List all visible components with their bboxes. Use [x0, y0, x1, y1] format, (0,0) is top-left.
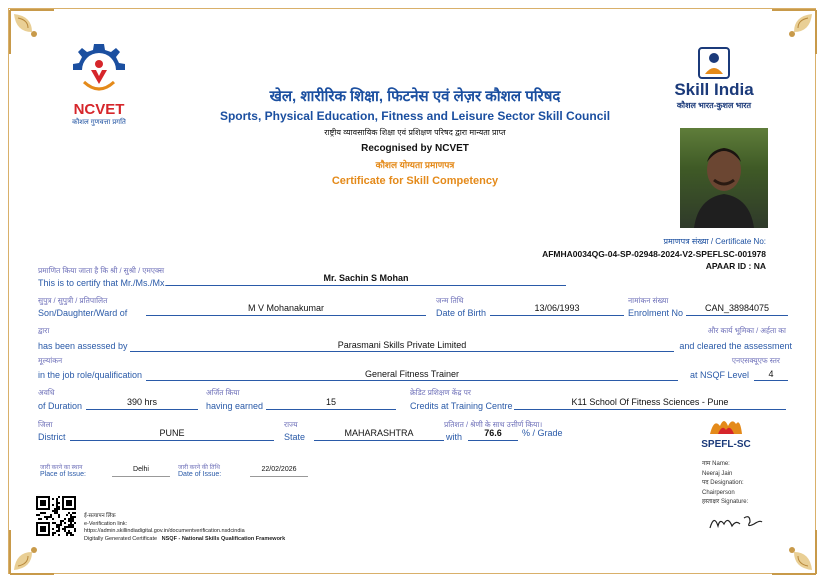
grade-value: 76.6 [484, 428, 502, 438]
assessed-hindi: द्वारा [38, 326, 50, 335]
ward-hindi: सुपुत्र / सुपुत्री / प्रतिपालित [38, 296, 108, 305]
enrolment-underline [686, 315, 788, 316]
ncvet-text: NCVET [73, 101, 125, 118]
dob-english: Date of Birth [436, 308, 487, 318]
nsqf-hindi: एनएसक्यूएफ स्तर [731, 356, 780, 365]
signatory-desig-value: Chairperson [702, 489, 735, 496]
verify-hindi: ई-सत्यापन लिंक [84, 513, 116, 519]
recognition-hindi: राष्ट्रीय व्यावसायिक शिक्षा एवं प्रशिक्षण परिषद द्वारा मान्यता प्राप्त [324, 128, 506, 137]
spefl-logo [700, 414, 752, 450]
enrolment-value: CAN_38984075 [704, 303, 770, 313]
state-underline [314, 440, 444, 441]
qr-code[interactable] [36, 496, 76, 536]
date-underline [250, 476, 308, 477]
district-underline [70, 440, 274, 441]
skill-india-logo [664, 46, 764, 126]
nsqf-value: 4 [768, 369, 774, 379]
duration-english: of Duration [38, 401, 83, 411]
recognised-by: Recognised by NCVET [361, 143, 469, 154]
digital-cert: Digitally Generated Certificate [84, 535, 158, 542]
dob-value: 13/06/1993 [534, 303, 580, 313]
cleared-english: and cleared the assessment [679, 341, 792, 351]
dob-hindi: जन्म तिथि [436, 296, 464, 305]
header [200, 86, 630, 187]
role-hindi: मूल्यांकन [38, 356, 63, 365]
date-issue-hindi: जारी करने की तिथि [178, 465, 220, 471]
footer-line [84, 536, 285, 544]
with-english: with [446, 432, 463, 442]
duration-hindi: अवधि [38, 388, 55, 397]
state-hindi: राज्य [284, 420, 298, 429]
qr-code-icon [36, 496, 76, 536]
ward-underline [146, 315, 426, 316]
name-hindi: नाम [702, 461, 711, 467]
signatory-sign-row [702, 498, 792, 508]
state-value: MAHARASHTRA [344, 428, 414, 438]
name-english: Name: [712, 461, 730, 467]
verification-block [84, 513, 285, 543]
date-issue-value: 22/02/2026 [261, 466, 297, 473]
certificate-type-english: Certificate for Skill Competency [331, 175, 499, 187]
ward-english: Son/Daughter/Ward of [38, 308, 128, 318]
council-title-english: Sports, Physical Education, Fitness and Leisure Sector Skill Council [219, 109, 611, 123]
council-title-hindi: खेल, शारीरिक शिक्षा, फिटनेस एवं लेज़र कौशल परिषद [269, 88, 561, 105]
place-underline [112, 476, 170, 477]
apaar-id: APAAR ID : NA [705, 261, 766, 271]
verify-url[interactable]: https://admin.skillindiadigital.gov.in/documentverification.nsdcindia [84, 528, 245, 534]
place-issue-hindi: जारी करने का स्थान [40, 465, 83, 471]
corner-ornament-bottom-right [770, 528, 818, 576]
enrolment-hindi: नामांकन संख्या [628, 296, 669, 305]
person-photo-icon [680, 128, 768, 228]
signatory-block [702, 460, 792, 508]
signature-icon [706, 510, 766, 534]
role-english: in the job role/qualification [38, 370, 143, 380]
corner-ornament-top-left [8, 8, 56, 56]
name-underline [166, 285, 566, 286]
sign-english: Signature: [720, 499, 749, 505]
signatory-desig-row [702, 479, 792, 489]
nsqf-underline [754, 380, 788, 381]
spefl-text: SPEFL-SC [701, 439, 751, 450]
district-value: PUNE [159, 428, 185, 438]
certificate-type-hindi: कौशल योग्यता प्रमाणपत्र [375, 160, 455, 170]
skill-india-tagline: कौशल भारत-कुशल भारत [676, 101, 752, 110]
nsqf-english: at NSQF Level [690, 370, 750, 380]
verify-english: e-Verification link: [84, 520, 128, 527]
dob-underline [490, 315, 624, 316]
certificate-number-block [542, 236, 766, 271]
date-issue-english: Date of Issue: [178, 471, 222, 478]
enrolment-english: Enrolment No [628, 308, 684, 318]
district-hindi: जिला [38, 420, 53, 429]
certificate-number-label: प्रमाणपत्र संख्या / Certificate No: [663, 237, 766, 246]
signatory-name-row [702, 460, 792, 470]
grade-hindi: प्रतिशत / श्रेणी के साथ उत्तीर्ण किया। [444, 420, 543, 429]
duration-underline [86, 409, 198, 410]
nsqf-text: NSQF - National Skills Qualification Framework [161, 535, 286, 542]
earned-underline [266, 409, 396, 410]
corner-ornament-top-right [770, 8, 818, 56]
signatory-name-value: Neeraj Jain [702, 470, 733, 477]
ncvet-gear-icon [58, 40, 140, 100]
role-underline [146, 380, 678, 381]
sign-hindi: हस्ताक्षर [702, 499, 720, 505]
assessor-underline [130, 351, 674, 352]
candidate-photo [680, 128, 768, 228]
credits-english: Credits at Training Centre [410, 401, 513, 411]
earned-english: having earned [206, 401, 264, 411]
ward-value: M V Mohanakumar [247, 303, 325, 313]
training-centre-value: K11 School Of Fitness Sciences - Pune [571, 397, 729, 407]
candidate-name: Mr. Sachin S Mohan [323, 273, 409, 283]
state-english: State [284, 432, 306, 442]
ncvet-tagline: कौशल गुणवत्ता प्रगति [72, 119, 126, 126]
ncvet-logo [58, 40, 140, 126]
skill-india-text: Skill India [674, 80, 754, 99]
skill-india-emblem-icon [697, 46, 731, 80]
desig-hindi: पद [702, 480, 709, 486]
desig-english: Designation: [710, 480, 744, 486]
assessed-english: has been assessed by [38, 341, 128, 351]
role-value: General Fitness Trainer [364, 369, 460, 379]
duration-value: 390 hrs [126, 397, 158, 407]
spefl-flame-icon [700, 414, 752, 436]
training-centre-underline [514, 409, 786, 410]
assessor-value: Parasmani Skills Private Limited [337, 340, 467, 350]
district-english: District [38, 432, 66, 442]
cleared-hindi: और कार्य भूमिका / अर्हता का [707, 326, 786, 335]
place-issue-english: Place of Issue: [40, 471, 86, 478]
certificate-number: AFMHA0034QG-04-SP-02948-2024-V2-SPEFLSC-001978 [542, 249, 766, 259]
grade-english: % / Grade [522, 428, 563, 438]
credits-hindi: क्रेडिट प्रशिक्षण केंद्र पर [410, 388, 471, 397]
certify-hindi: प्रमाणित किया जाता है कि श्री / सुश्री / एमएक्स [38, 266, 165, 275]
place-issue-value: Delhi [133, 466, 149, 473]
earned-value: 15 [325, 397, 336, 407]
earned-hindi: अर्जित किया [206, 388, 240, 397]
certify-english: This is to certify that Mr./Ms./Mx. [38, 278, 168, 288]
grade-underline [468, 440, 518, 441]
